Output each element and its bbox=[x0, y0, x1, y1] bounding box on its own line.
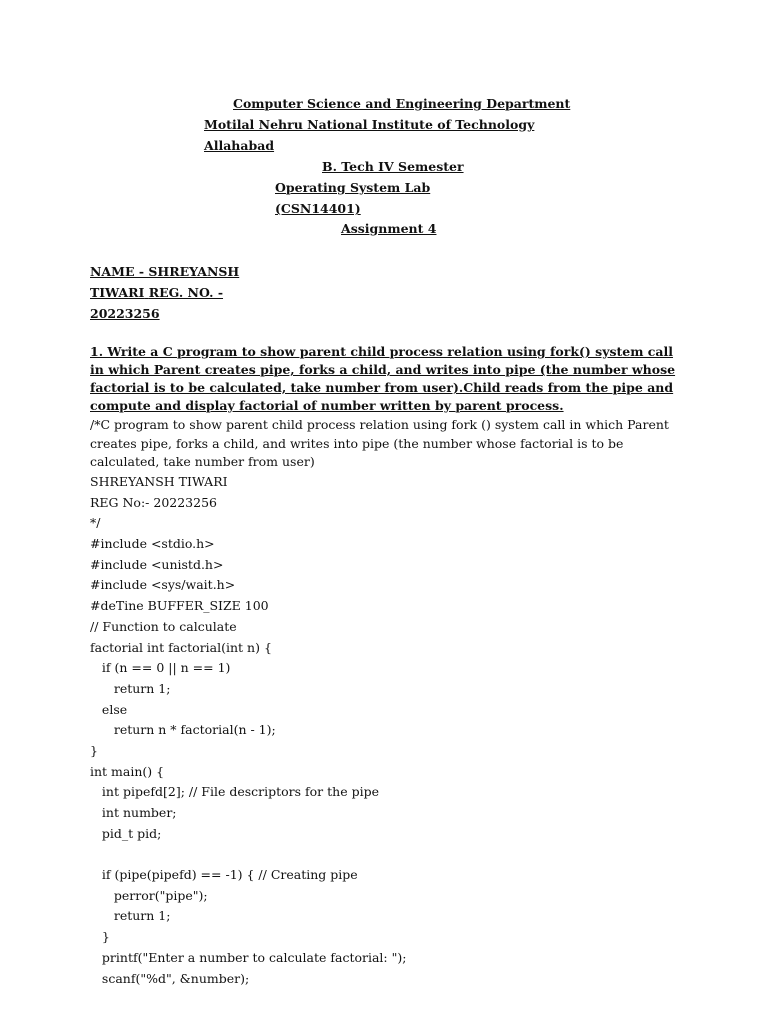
code-line: int main() { bbox=[90, 763, 165, 779]
code-line: return 1; bbox=[90, 908, 171, 924]
code-line: int pipefd[2]; // File descriptors for the pipe bbox=[90, 784, 379, 800]
code-line: perror("pipe"); bbox=[90, 887, 208, 903]
reg-no-label: REG. NO. - bbox=[148, 285, 224, 300]
code-line: printf("Enter a number to calculate factorial: "); bbox=[90, 949, 407, 965]
code-line: int number; bbox=[90, 805, 177, 820]
assignment-heading: Assignment 4 bbox=[341, 221, 437, 236]
student-surname: TIWARI bbox=[90, 285, 145, 300]
code-line: */ bbox=[90, 515, 101, 531]
code-line bbox=[90, 844, 406, 865]
institute-heading-line1: Motilal Nehru National Institute of Technology bbox=[204, 117, 535, 132]
code-line: pid_t pid; bbox=[90, 825, 162, 841]
code-line: return 1; bbox=[90, 680, 171, 696]
question-text: 1. Write a C program to show parent child process relation using fork() system call in which Parent creates pipe, forks a child, and writes into pipe (the number whose factorial is to be calculated, take number from user).Child reads from the pipe and compute and display factorial of number written by parent process. bbox=[90, 344, 676, 413]
institute-heading-line2: Allahabad bbox=[204, 138, 275, 153]
code-line: #include <stdio.h> bbox=[90, 536, 215, 552]
code-line: // Function to calculate bbox=[90, 618, 237, 634]
code-line: factorial int factorial(int n) { bbox=[90, 639, 272, 655]
student-name-line1: NAME - SHREYANSH bbox=[90, 264, 240, 279]
program-comment: /*C program to show parent child process relation using fork () system call in which Parent creates pipe, forks a child, and writes into pipe (the number whose factorial is to be calculated, take number from user) bbox=[90, 417, 669, 469]
code-line: scanf("%d", &number); bbox=[90, 970, 250, 986]
code-line: if (pipe(pipefd) == -1) { // Creating pipe bbox=[90, 867, 358, 883]
code-line: #deTine BUFFER_SIZE 100 bbox=[90, 598, 269, 614]
reg-number: 20223256 bbox=[90, 306, 160, 321]
semester-heading: B. Tech IV Semester bbox=[322, 159, 464, 174]
code-line: } bbox=[90, 929, 110, 945]
code-line: SHREYANSH TIWARI bbox=[90, 474, 228, 489]
student-name-line2 bbox=[90, 282, 239, 303]
course-heading: Operating System Lab bbox=[275, 180, 431, 195]
department-heading: Computer Science and Engineering Department bbox=[233, 96, 571, 111]
code-line: return n * factorial(n - 1); bbox=[90, 722, 276, 738]
code-block bbox=[90, 472, 406, 989]
student-info bbox=[90, 261, 239, 324]
code-line: #include <unistd.h> bbox=[90, 556, 224, 572]
code-line: } bbox=[90, 742, 98, 758]
code-line: if (n == 0 || n == 1) bbox=[90, 660, 231, 676]
code-line: else bbox=[90, 701, 128, 717]
course-code-heading: (CSN14401) bbox=[275, 201, 361, 216]
code-line: #include <sys/wait.h> bbox=[90, 577, 236, 593]
code-line: REG No:- 20223256 bbox=[90, 494, 217, 510]
